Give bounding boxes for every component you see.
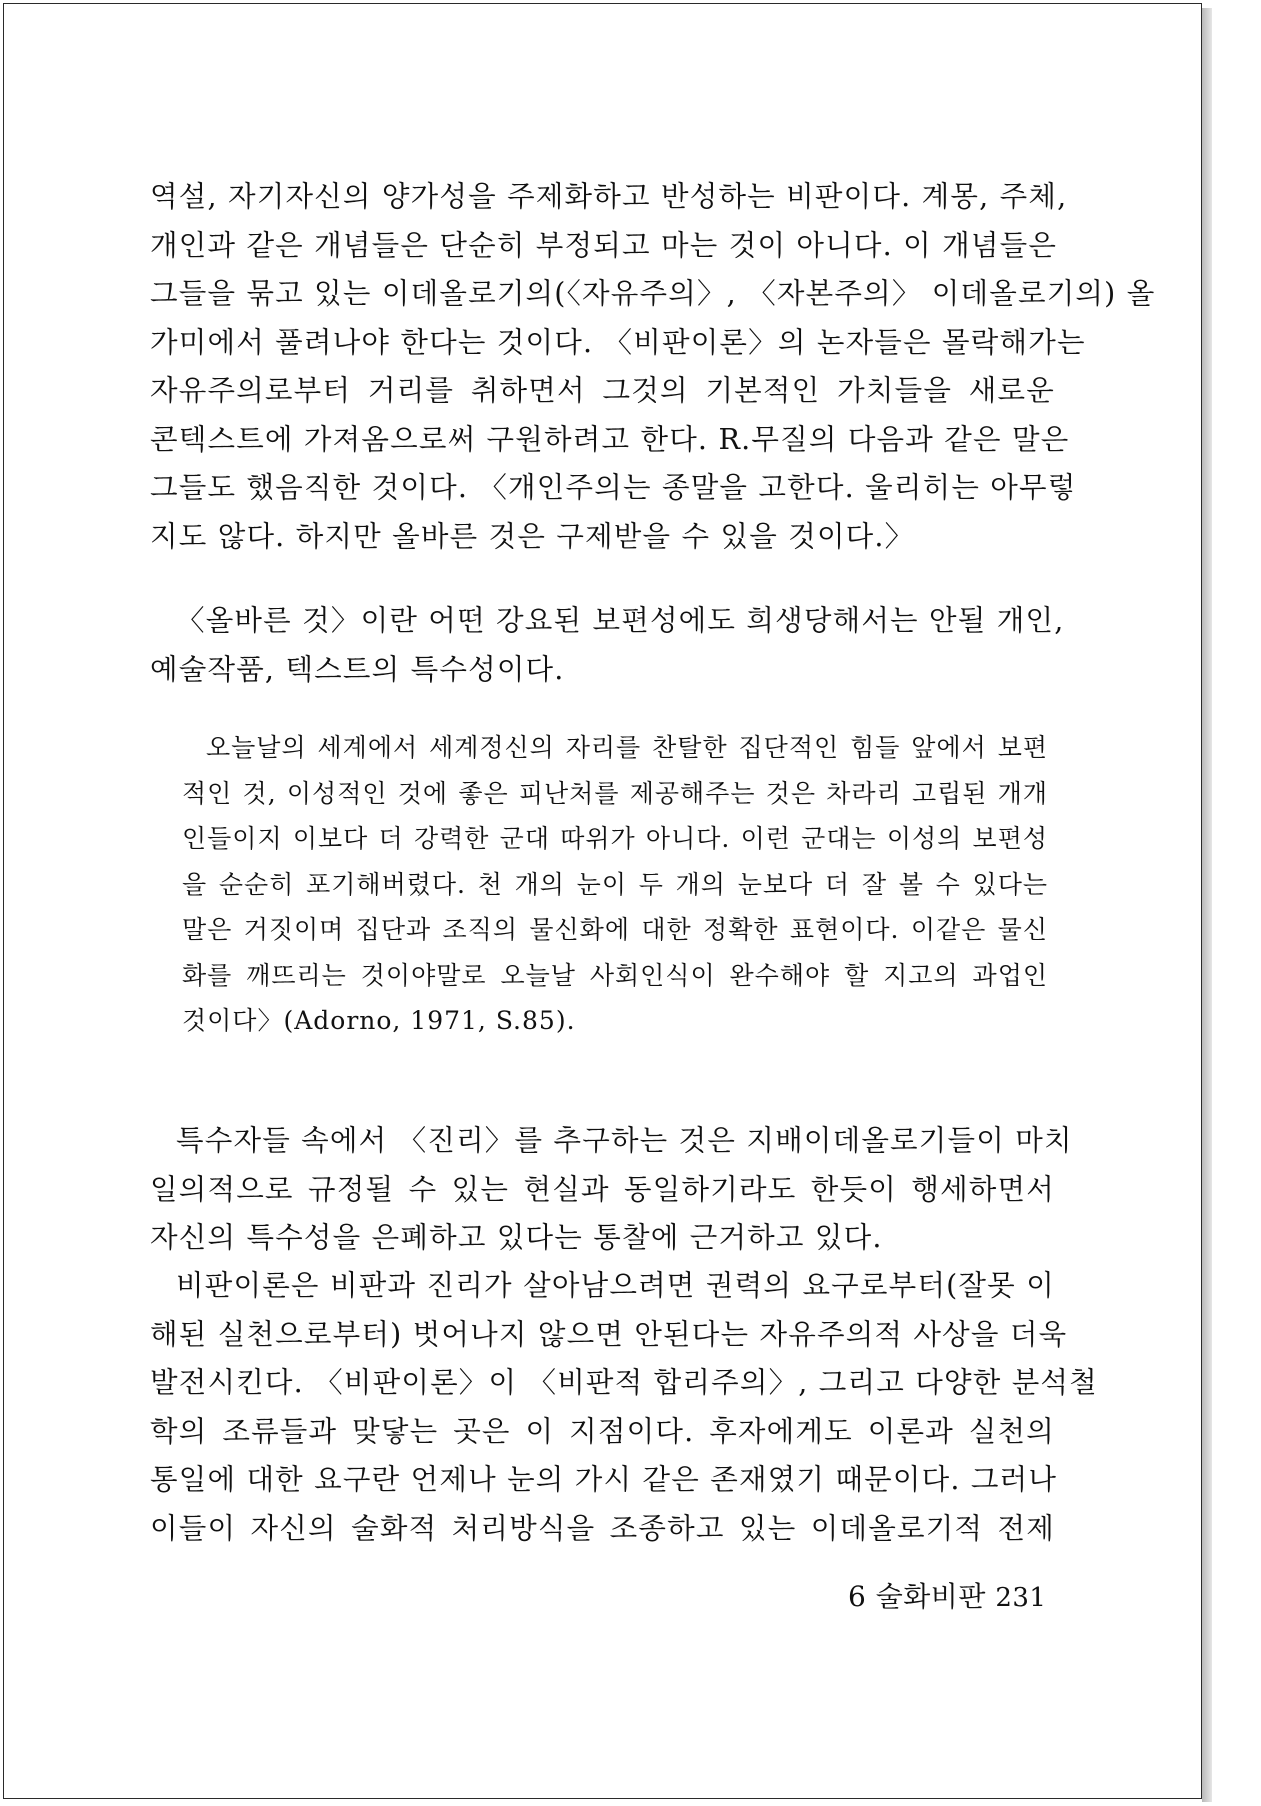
paragraph-4 [150, 1262, 1098, 1553]
paragraph-1 [150, 173, 1156, 561]
paragraph-2-line: 〈올바른 것〉이란 어떤 강요된 보편성에도 희생당해서는 안될 개인, [176, 604, 1065, 637]
chapter-label: 6 술화비판 [848, 1580, 986, 1613]
paragraph-1-line: 개인과 같은 개념들은 단순히 부정되고 마는 것이 아니다. 이 개념들은 [150, 228, 1058, 262]
block-quote [182, 725, 1048, 1044]
quote-line: 것이다〉(Adorno, 1971, S.85). [182, 1006, 576, 1035]
quote-line: 적인 것, 이성적인 것에 좋은 피난처를 제공해주는 것은 차라리 고립된 개개 [182, 778, 1048, 808]
paragraph-4-line: 발전시킨다. 〈비판이론〉이 〈비판적 합리주의〉, 그리고 다양한 분석철 [150, 1366, 1098, 1399]
paragraph-1-line: 가미에서 풀려나야 한다는 것이다. 〈비판이론〉의 논자들은 몰락해가는 [150, 325, 1086, 359]
paragraph-3-line: 자신의 특수성을 은폐하고 있다는 통찰에 근거하고 있다. [150, 1221, 883, 1254]
paragraph-1-line: 지도 않다. 하지만 올바른 것은 구제받을 수 있을 것이다.〉 [150, 519, 915, 553]
paragraph-2 [150, 597, 1065, 694]
paragraph-1-line: 역설, 자기자신의 양가성을 주제화하고 반성하는 비판이다. 계몽, 주체, [150, 180, 1068, 213]
quote-line: 말은 거짓이며 집단과 조직의 물신화에 대한 정확한 표현이다. 이같은 물신 [182, 915, 1048, 944]
page-number: 231 [995, 1583, 1047, 1613]
paragraph-4-line: 학의 조류들과 맞닿는 곳은 이 지점이다. 후자에게도 이론과 실천의 [150, 1414, 1055, 1448]
paragraph-1-line: 콘텍스트에 가져옴으로써 구원하려고 한다. R.무질의 다음과 같은 말은 [150, 422, 1070, 456]
paragraph-3-line: 일의적으로 규정될 수 있는 현실과 동일하기라도 한듯이 행세하면서 [150, 1172, 1055, 1206]
quote-line: 오늘날의 세계에서 세계정신의 자리를 찬탈한 집단적인 힘들 앞에서 보편 [206, 733, 1048, 762]
page-edge-shadow [1202, 8, 1212, 1802]
paragraph-3-line: 특수자들 속에서 〈진리〉를 추구하는 것은 지배이데올로기들이 마치 [176, 1124, 1073, 1157]
paragraph-1-line: 그들도 했음직한 것이다. 〈개인주의는 종말을 고한다. 울리히는 아무렇 [150, 471, 1077, 504]
paragraph-4-line: 비판이론은 비판과 진리가 살아남으려면 권력의 요구로부터(잘못 이 [176, 1269, 1055, 1302]
paragraph-4-line: 이들이 자신의 술화적 처리방식을 조종하고 있는 이데올로기적 전제 [150, 1511, 1055, 1545]
paragraph-2-line: 예술작품, 텍스트의 특수성이다. [150, 652, 565, 686]
quote-line: 을 순순히 포기해버렸다. 천 개의 눈이 두 개의 눈보다 더 잘 볼 수 있다는 [182, 869, 1048, 899]
paragraph-4-line: 통일에 대한 요구란 언제나 눈의 가시 같은 존재였기 때문이다. 그러나 [150, 1463, 1058, 1496]
paragraph-1-line: 자유주의로부터 거리를 취하면서 그것의 기본적인 가치들을 새로운 [150, 374, 1055, 407]
paragraph-3 [150, 1117, 1073, 1263]
paragraph-1-line: 그들을 묶고 있는 이데올로기의(〈자유주의〉, 〈자본주의〉 이데올로기의) 올 [150, 277, 1156, 310]
quote-line: 인들이지 이보다 더 강력한 군대 따위가 아니다. 이런 군대는 이성의 보편성 [182, 824, 1048, 853]
page-footer [848, 1575, 1046, 1615]
paragraph-4-line: 해된 실천으로부터) 벗어나지 않으면 안된다는 자유주의적 사상을 더욱 [150, 1317, 1068, 1351]
quote-line: 화를 깨뜨리는 것이야말로 오늘날 사회인식이 완수해야 할 지고의 과업인 [182, 960, 1048, 990]
